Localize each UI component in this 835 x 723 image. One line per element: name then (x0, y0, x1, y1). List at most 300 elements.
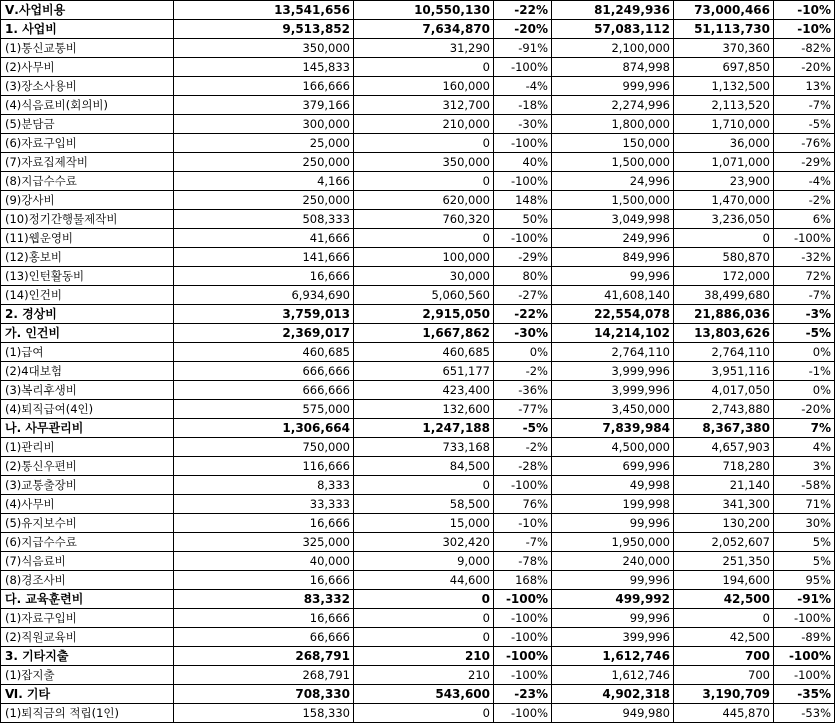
item-name-cell: 다. 교육훈련비 (1, 590, 174, 609)
monthly-change-cell: -20% (494, 20, 552, 39)
cumulative-actual-cell: 1,710,000 (674, 115, 774, 134)
cumulative-actual-cell: 445,870 (674, 704, 774, 723)
cumulative-change-cell: 72% (774, 267, 835, 286)
item-name-cell: (12)홍보비 (1, 248, 174, 267)
monthly-budget-cell: 268,791 (174, 666, 354, 685)
cumulative-budget-cell: 4,500,000 (552, 438, 674, 457)
monthly-change-cell: -100% (494, 647, 552, 666)
monthly-actual-cell: 0 (354, 58, 494, 77)
cumulative-actual-cell: 21,886,036 (674, 305, 774, 324)
monthly-budget-cell: 66,666 (174, 628, 354, 647)
cumulative-budget-cell: 99,996 (552, 609, 674, 628)
monthly-budget-cell: 508,333 (174, 210, 354, 229)
cumulative-budget-cell: 249,996 (552, 229, 674, 248)
item-name-cell: (4)사무비 (1, 495, 174, 514)
monthly-change-cell: -2% (494, 362, 552, 381)
monthly-change-cell: -2% (494, 438, 552, 457)
monthly-change-cell: -100% (494, 58, 552, 77)
monthly-change-cell: -28% (494, 457, 552, 476)
cumulative-actual-cell: 251,350 (674, 552, 774, 571)
item-name-cell: (3)장소사용비 (1, 77, 174, 96)
monthly-change-cell: -100% (494, 628, 552, 647)
item-name-cell: (10)정기간행물제작비 (1, 210, 174, 229)
cumulative-actual-cell: 8,367,380 (674, 419, 774, 438)
table-row (1, 115, 835, 134)
cumulative-budget-cell: 99,996 (552, 571, 674, 590)
cumulative-change-cell: -100% (774, 229, 835, 248)
cumulative-change-cell: 6% (774, 210, 835, 229)
monthly-budget-cell: 116,666 (174, 457, 354, 476)
monthly-actual-cell: 10,550,130 (354, 1, 494, 20)
monthly-budget-cell: 575,000 (174, 400, 354, 419)
cumulative-actual-cell: 580,870 (674, 248, 774, 267)
cumulative-change-cell: 13% (774, 77, 835, 96)
monthly-actual-cell: 210 (354, 666, 494, 685)
monthly-actual-cell: 58,500 (354, 495, 494, 514)
monthly-budget-cell: 666,666 (174, 362, 354, 381)
monthly-actual-cell: 30,000 (354, 267, 494, 286)
cumulative-actual-cell: 0 (674, 229, 774, 248)
cumulative-budget-cell: 999,996 (552, 77, 674, 96)
monthly-actual-cell: 0 (354, 628, 494, 647)
item-name-cell: (5)분담금 (1, 115, 174, 134)
cumulative-budget-cell: 240,000 (552, 552, 674, 571)
cumulative-change-cell: -32% (774, 248, 835, 267)
item-name-cell: (2)사무비 (1, 58, 174, 77)
table-row (1, 552, 835, 571)
monthly-actual-cell: 760,320 (354, 210, 494, 229)
cumulative-change-cell: -100% (774, 647, 835, 666)
monthly-change-cell: -27% (494, 286, 552, 305)
cumulative-budget-cell: 7,839,984 (552, 419, 674, 438)
monthly-change-cell: -100% (494, 476, 552, 495)
item-name-cell: (2)통신우편비 (1, 457, 174, 476)
monthly-change-cell: 50% (494, 210, 552, 229)
monthly-budget-cell: 33,333 (174, 495, 354, 514)
cumulative-budget-cell: 22,554,078 (552, 305, 674, 324)
cumulative-actual-cell: 2,743,880 (674, 400, 774, 419)
cumulative-budget-cell: 3,999,996 (552, 381, 674, 400)
cumulative-actual-cell: 700 (674, 666, 774, 685)
monthly-actual-cell: 302,420 (354, 533, 494, 552)
table-row (1, 229, 835, 248)
monthly-change-cell: -100% (494, 704, 552, 723)
item-name-cell: 가. 인건비 (1, 324, 174, 343)
cumulative-actual-cell: 38,499,680 (674, 286, 774, 305)
table-row (1, 362, 835, 381)
item-name-cell: 1. 사업비 (1, 20, 174, 39)
cumulative-change-cell: -5% (774, 115, 835, 134)
item-name-cell: (9)강사비 (1, 191, 174, 210)
cumulative-actual-cell: 13,803,626 (674, 324, 774, 343)
cumulative-actual-cell: 700 (674, 647, 774, 666)
monthly-budget-cell: 300,000 (174, 115, 354, 134)
cumulative-change-cell: -10% (774, 1, 835, 20)
table-row (1, 267, 835, 286)
monthly-actual-cell: 31,290 (354, 39, 494, 58)
monthly-change-cell: 148% (494, 191, 552, 210)
monthly-budget-cell: 379,166 (174, 96, 354, 115)
monthly-budget-cell: 250,000 (174, 153, 354, 172)
cumulative-actual-cell: 172,000 (674, 267, 774, 286)
monthly-change-cell: 0% (494, 343, 552, 362)
cumulative-actual-cell: 3,236,050 (674, 210, 774, 229)
cumulative-budget-cell: 4,902,318 (552, 685, 674, 704)
cumulative-budget-cell: 41,608,140 (552, 286, 674, 305)
monthly-actual-cell: 1,247,188 (354, 419, 494, 438)
cumulative-budget-cell: 1,500,000 (552, 153, 674, 172)
item-name-cell: (6)자료구입비 (1, 134, 174, 153)
monthly-budget-cell: 325,000 (174, 533, 354, 552)
cumulative-actual-cell: 1,470,000 (674, 191, 774, 210)
monthly-actual-cell: 423,400 (354, 381, 494, 400)
table-row (1, 39, 835, 58)
table-row (1, 495, 835, 514)
cumulative-actual-cell: 4,017,050 (674, 381, 774, 400)
cumulative-change-cell: -89% (774, 628, 835, 647)
cumulative-change-cell: 30% (774, 514, 835, 533)
monthly-change-cell: -29% (494, 248, 552, 267)
cumulative-change-cell: -53% (774, 704, 835, 723)
cumulative-change-cell: -82% (774, 39, 835, 58)
monthly-change-cell: -100% (494, 229, 552, 248)
table-row (1, 77, 835, 96)
item-name-cell: 3. 기타지출 (1, 647, 174, 666)
table-row (1, 172, 835, 191)
table-row (1, 96, 835, 115)
cumulative-actual-cell: 370,360 (674, 39, 774, 58)
table-row (1, 438, 835, 457)
monthly-change-cell: -91% (494, 39, 552, 58)
monthly-actual-cell: 733,168 (354, 438, 494, 457)
monthly-actual-cell: 9,000 (354, 552, 494, 571)
cumulative-budget-cell: 99,996 (552, 514, 674, 533)
table-row (1, 134, 835, 153)
monthly-actual-cell: 100,000 (354, 248, 494, 267)
monthly-actual-cell: 15,000 (354, 514, 494, 533)
item-name-cell: (1)자료구입비 (1, 609, 174, 628)
item-name-cell: (1)퇴직금의 적립(1인) (1, 704, 174, 723)
monthly-change-cell: 80% (494, 267, 552, 286)
monthly-change-cell: -77% (494, 400, 552, 419)
item-name-cell: Ⅵ. 기타 (1, 685, 174, 704)
monthly-change-cell: -100% (494, 172, 552, 191)
monthly-actual-cell: 5,060,560 (354, 286, 494, 305)
cumulative-actual-cell: 4,657,903 (674, 438, 774, 457)
monthly-budget-cell: 16,666 (174, 571, 354, 590)
monthly-budget-cell: 141,666 (174, 248, 354, 267)
monthly-budget-cell: 268,791 (174, 647, 354, 666)
monthly-actual-cell: 44,600 (354, 571, 494, 590)
item-name-cell: (5)유지보수비 (1, 514, 174, 533)
cumulative-actual-cell: 718,280 (674, 457, 774, 476)
monthly-budget-cell: 83,332 (174, 590, 354, 609)
monthly-change-cell: -5% (494, 419, 552, 438)
cumulative-change-cell: -76% (774, 134, 835, 153)
cumulative-change-cell: -20% (774, 400, 835, 419)
cumulative-actual-cell: 23,900 (674, 172, 774, 191)
monthly-budget-cell: 158,330 (174, 704, 354, 723)
monthly-change-cell: -23% (494, 685, 552, 704)
cumulative-budget-cell: 1,612,746 (552, 666, 674, 685)
item-name-cell: Ⅴ.사업비용 (1, 1, 174, 20)
item-name-cell: (8)경조사비 (1, 571, 174, 590)
cumulative-budget-cell: 1,950,000 (552, 533, 674, 552)
monthly-actual-cell: 543,600 (354, 685, 494, 704)
monthly-change-cell: -22% (494, 1, 552, 20)
cumulative-change-cell: 7% (774, 419, 835, 438)
table-row (1, 533, 835, 552)
table-row (1, 457, 835, 476)
table-row (1, 381, 835, 400)
item-name-cell: (2)직원교육비 (1, 628, 174, 647)
cumulative-budget-cell: 949,980 (552, 704, 674, 723)
item-name-cell: (7)자료집제작비 (1, 153, 174, 172)
cumulative-budget-cell: 99,996 (552, 267, 674, 286)
cumulative-budget-cell: 57,083,112 (552, 20, 674, 39)
table-row (1, 666, 835, 685)
monthly-change-cell: -4% (494, 77, 552, 96)
cumulative-budget-cell: 81,249,936 (552, 1, 674, 20)
monthly-budget-cell: 750,000 (174, 438, 354, 457)
cumulative-change-cell: -20% (774, 58, 835, 77)
cumulative-budget-cell: 3,999,996 (552, 362, 674, 381)
table-row (1, 153, 835, 172)
item-name-cell: (1)관리비 (1, 438, 174, 457)
monthly-budget-cell: 1,306,664 (174, 419, 354, 438)
monthly-change-cell: -10% (494, 514, 552, 533)
cumulative-budget-cell: 3,450,000 (552, 400, 674, 419)
monthly-budget-cell: 350,000 (174, 39, 354, 58)
item-name-cell: (1)급여 (1, 343, 174, 362)
table-row-subtotal (1, 647, 835, 666)
table-row (1, 400, 835, 419)
monthly-actual-cell: 0 (354, 172, 494, 191)
monthly-budget-cell: 25,000 (174, 134, 354, 153)
cumulative-actual-cell: 2,764,110 (674, 343, 774, 362)
table-row-subtotal (1, 20, 835, 39)
table-row (1, 286, 835, 305)
cumulative-change-cell: -91% (774, 590, 835, 609)
table-row-subtotal (1, 305, 835, 324)
item-name-cell: 2. 경상비 (1, 305, 174, 324)
monthly-actual-cell: 160,000 (354, 77, 494, 96)
monthly-actual-cell: 132,600 (354, 400, 494, 419)
monthly-actual-cell: 0 (354, 590, 494, 609)
table-row (1, 191, 835, 210)
monthly-budget-cell: 40,000 (174, 552, 354, 571)
monthly-budget-cell: 8,333 (174, 476, 354, 495)
cumulative-actual-cell: 194,600 (674, 571, 774, 590)
item-name-cell: (11)웹운영비 (1, 229, 174, 248)
cumulative-change-cell: -29% (774, 153, 835, 172)
cumulative-budget-cell: 874,998 (552, 58, 674, 77)
table-row (1, 571, 835, 590)
monthly-change-cell: 168% (494, 571, 552, 590)
cumulative-change-cell: 5% (774, 533, 835, 552)
monthly-change-cell: -22% (494, 305, 552, 324)
monthly-budget-cell: 16,666 (174, 609, 354, 628)
cumulative-change-cell: -35% (774, 685, 835, 704)
cumulative-budget-cell: 2,274,996 (552, 96, 674, 115)
cumulative-change-cell: -1% (774, 362, 835, 381)
cumulative-change-cell: -3% (774, 305, 835, 324)
cumulative-change-cell: 3% (774, 457, 835, 476)
item-name-cell: (13)인턴활동비 (1, 267, 174, 286)
cumulative-actual-cell: 341,300 (674, 495, 774, 514)
monthly-actual-cell: 312,700 (354, 96, 494, 115)
cumulative-budget-cell: 1,500,000 (552, 191, 674, 210)
monthly-actual-cell: 0 (354, 476, 494, 495)
monthly-change-cell: -18% (494, 96, 552, 115)
cumulative-budget-cell: 14,214,102 (552, 324, 674, 343)
monthly-change-cell: -7% (494, 533, 552, 552)
cumulative-actual-cell: 697,850 (674, 58, 774, 77)
monthly-change-cell: -100% (494, 134, 552, 153)
cumulative-change-cell: 0% (774, 343, 835, 362)
table-row (1, 58, 835, 77)
monthly-change-cell: -30% (494, 324, 552, 343)
cumulative-actual-cell: 42,500 (674, 590, 774, 609)
cumulative-budget-cell: 150,000 (552, 134, 674, 153)
cumulative-budget-cell: 1,800,000 (552, 115, 674, 134)
monthly-budget-cell: 460,685 (174, 343, 354, 362)
cumulative-budget-cell: 199,998 (552, 495, 674, 514)
monthly-change-cell: 76% (494, 495, 552, 514)
table-row (1, 609, 835, 628)
item-name-cell: (6)지급수수료 (1, 533, 174, 552)
budget-rows (1, 1, 835, 723)
cumulative-budget-cell: 699,996 (552, 457, 674, 476)
cumulative-change-cell: 4% (774, 438, 835, 457)
cumulative-change-cell: -58% (774, 476, 835, 495)
monthly-actual-cell: 1,667,862 (354, 324, 494, 343)
monthly-actual-cell: 2,915,050 (354, 305, 494, 324)
monthly-actual-cell: 0 (354, 229, 494, 248)
cumulative-actual-cell: 42,500 (674, 628, 774, 647)
item-name-cell: (7)식음료비 (1, 552, 174, 571)
item-name-cell: (8)지급수수료 (1, 172, 174, 191)
item-name-cell: 나. 사무관리비 (1, 419, 174, 438)
monthly-change-cell: -36% (494, 381, 552, 400)
monthly-change-cell: -100% (494, 590, 552, 609)
cumulative-actual-cell: 36,000 (674, 134, 774, 153)
monthly-budget-cell: 3,759,013 (174, 305, 354, 324)
cumulative-change-cell: 71% (774, 495, 835, 514)
cumulative-actual-cell: 21,140 (674, 476, 774, 495)
cumulative-budget-cell: 24,996 (552, 172, 674, 191)
monthly-change-cell: -100% (494, 609, 552, 628)
cumulative-budget-cell: 2,764,110 (552, 343, 674, 362)
cumulative-budget-cell: 3,049,998 (552, 210, 674, 229)
cumulative-budget-cell: 399,996 (552, 628, 674, 647)
cumulative-actual-cell: 0 (674, 609, 774, 628)
cumulative-change-cell: 95% (774, 571, 835, 590)
item-name-cell: (3)복리후생비 (1, 381, 174, 400)
monthly-actual-cell: 0 (354, 134, 494, 153)
monthly-actual-cell: 84,500 (354, 457, 494, 476)
cumulative-actual-cell: 3,951,116 (674, 362, 774, 381)
monthly-budget-cell: 250,000 (174, 191, 354, 210)
monthly-budget-cell: 166,666 (174, 77, 354, 96)
monthly-actual-cell: 0 (354, 704, 494, 723)
monthly-actual-cell: 620,000 (354, 191, 494, 210)
monthly-change-cell: 40% (494, 153, 552, 172)
monthly-actual-cell: 7,634,870 (354, 20, 494, 39)
table-row-subtotal (1, 419, 835, 438)
monthly-actual-cell: 210,000 (354, 115, 494, 134)
monthly-budget-cell: 145,833 (174, 58, 354, 77)
monthly-budget-cell: 41,666 (174, 229, 354, 248)
item-name-cell: (4)식음료비(회의비) (1, 96, 174, 115)
table-row (1, 514, 835, 533)
table-row (1, 343, 835, 362)
cumulative-actual-cell: 1,132,500 (674, 77, 774, 96)
cumulative-actual-cell: 2,052,607 (674, 533, 774, 552)
cumulative-change-cell: -2% (774, 191, 835, 210)
cumulative-actual-cell: 2,113,520 (674, 96, 774, 115)
monthly-actual-cell: 460,685 (354, 343, 494, 362)
monthly-change-cell: -78% (494, 552, 552, 571)
monthly-budget-cell: 2,369,017 (174, 324, 354, 343)
table-row (1, 704, 835, 723)
table-row (1, 476, 835, 495)
cumulative-change-cell: -100% (774, 666, 835, 685)
table-row (1, 248, 835, 267)
item-name-cell: (3)교통출장비 (1, 476, 174, 495)
item-name-cell: (14)인건비 (1, 286, 174, 305)
item-name-cell: (2)4대보험 (1, 362, 174, 381)
table-row (1, 210, 835, 229)
cumulative-change-cell: -7% (774, 96, 835, 115)
monthly-budget-cell: 16,666 (174, 267, 354, 286)
cumulative-change-cell: -4% (774, 172, 835, 191)
item-name-cell: (1)통신교통비 (1, 39, 174, 58)
cumulative-actual-cell: 51,113,730 (674, 20, 774, 39)
item-name-cell: (1)잡지출 (1, 666, 174, 685)
monthly-actual-cell: 210 (354, 647, 494, 666)
monthly-actual-cell: 651,177 (354, 362, 494, 381)
item-name-cell: (4)퇴직급여(4인) (1, 400, 174, 419)
cumulative-budget-cell: 849,996 (552, 248, 674, 267)
cumulative-change-cell: -10% (774, 20, 835, 39)
monthly-actual-cell: 350,000 (354, 153, 494, 172)
monthly-budget-cell: 6,934,690 (174, 286, 354, 305)
cumulative-budget-cell: 2,100,000 (552, 39, 674, 58)
table-row-subtotal (1, 590, 835, 609)
cumulative-actual-cell: 130,200 (674, 514, 774, 533)
monthly-change-cell: -100% (494, 666, 552, 685)
table-row-subtotal (1, 1, 835, 20)
cumulative-actual-cell: 3,190,709 (674, 685, 774, 704)
cumulative-change-cell: -5% (774, 324, 835, 343)
table-row (1, 628, 835, 647)
monthly-budget-cell: 4,166 (174, 172, 354, 191)
monthly-budget-cell: 708,330 (174, 685, 354, 704)
cumulative-budget-cell: 49,998 (552, 476, 674, 495)
monthly-budget-cell: 9,513,852 (174, 20, 354, 39)
cumulative-change-cell: 0% (774, 381, 835, 400)
table-row-subtotal (1, 324, 835, 343)
cumulative-change-cell: -7% (774, 286, 835, 305)
cumulative-change-cell: -100% (774, 609, 835, 628)
cumulative-change-cell: 5% (774, 552, 835, 571)
monthly-budget-cell: 666,666 (174, 381, 354, 400)
cumulative-actual-cell: 73,000,466 (674, 1, 774, 20)
cumulative-budget-cell: 499,992 (552, 590, 674, 609)
cumulative-budget-cell: 1,612,746 (552, 647, 674, 666)
cumulative-actual-cell: 1,071,000 (674, 153, 774, 172)
